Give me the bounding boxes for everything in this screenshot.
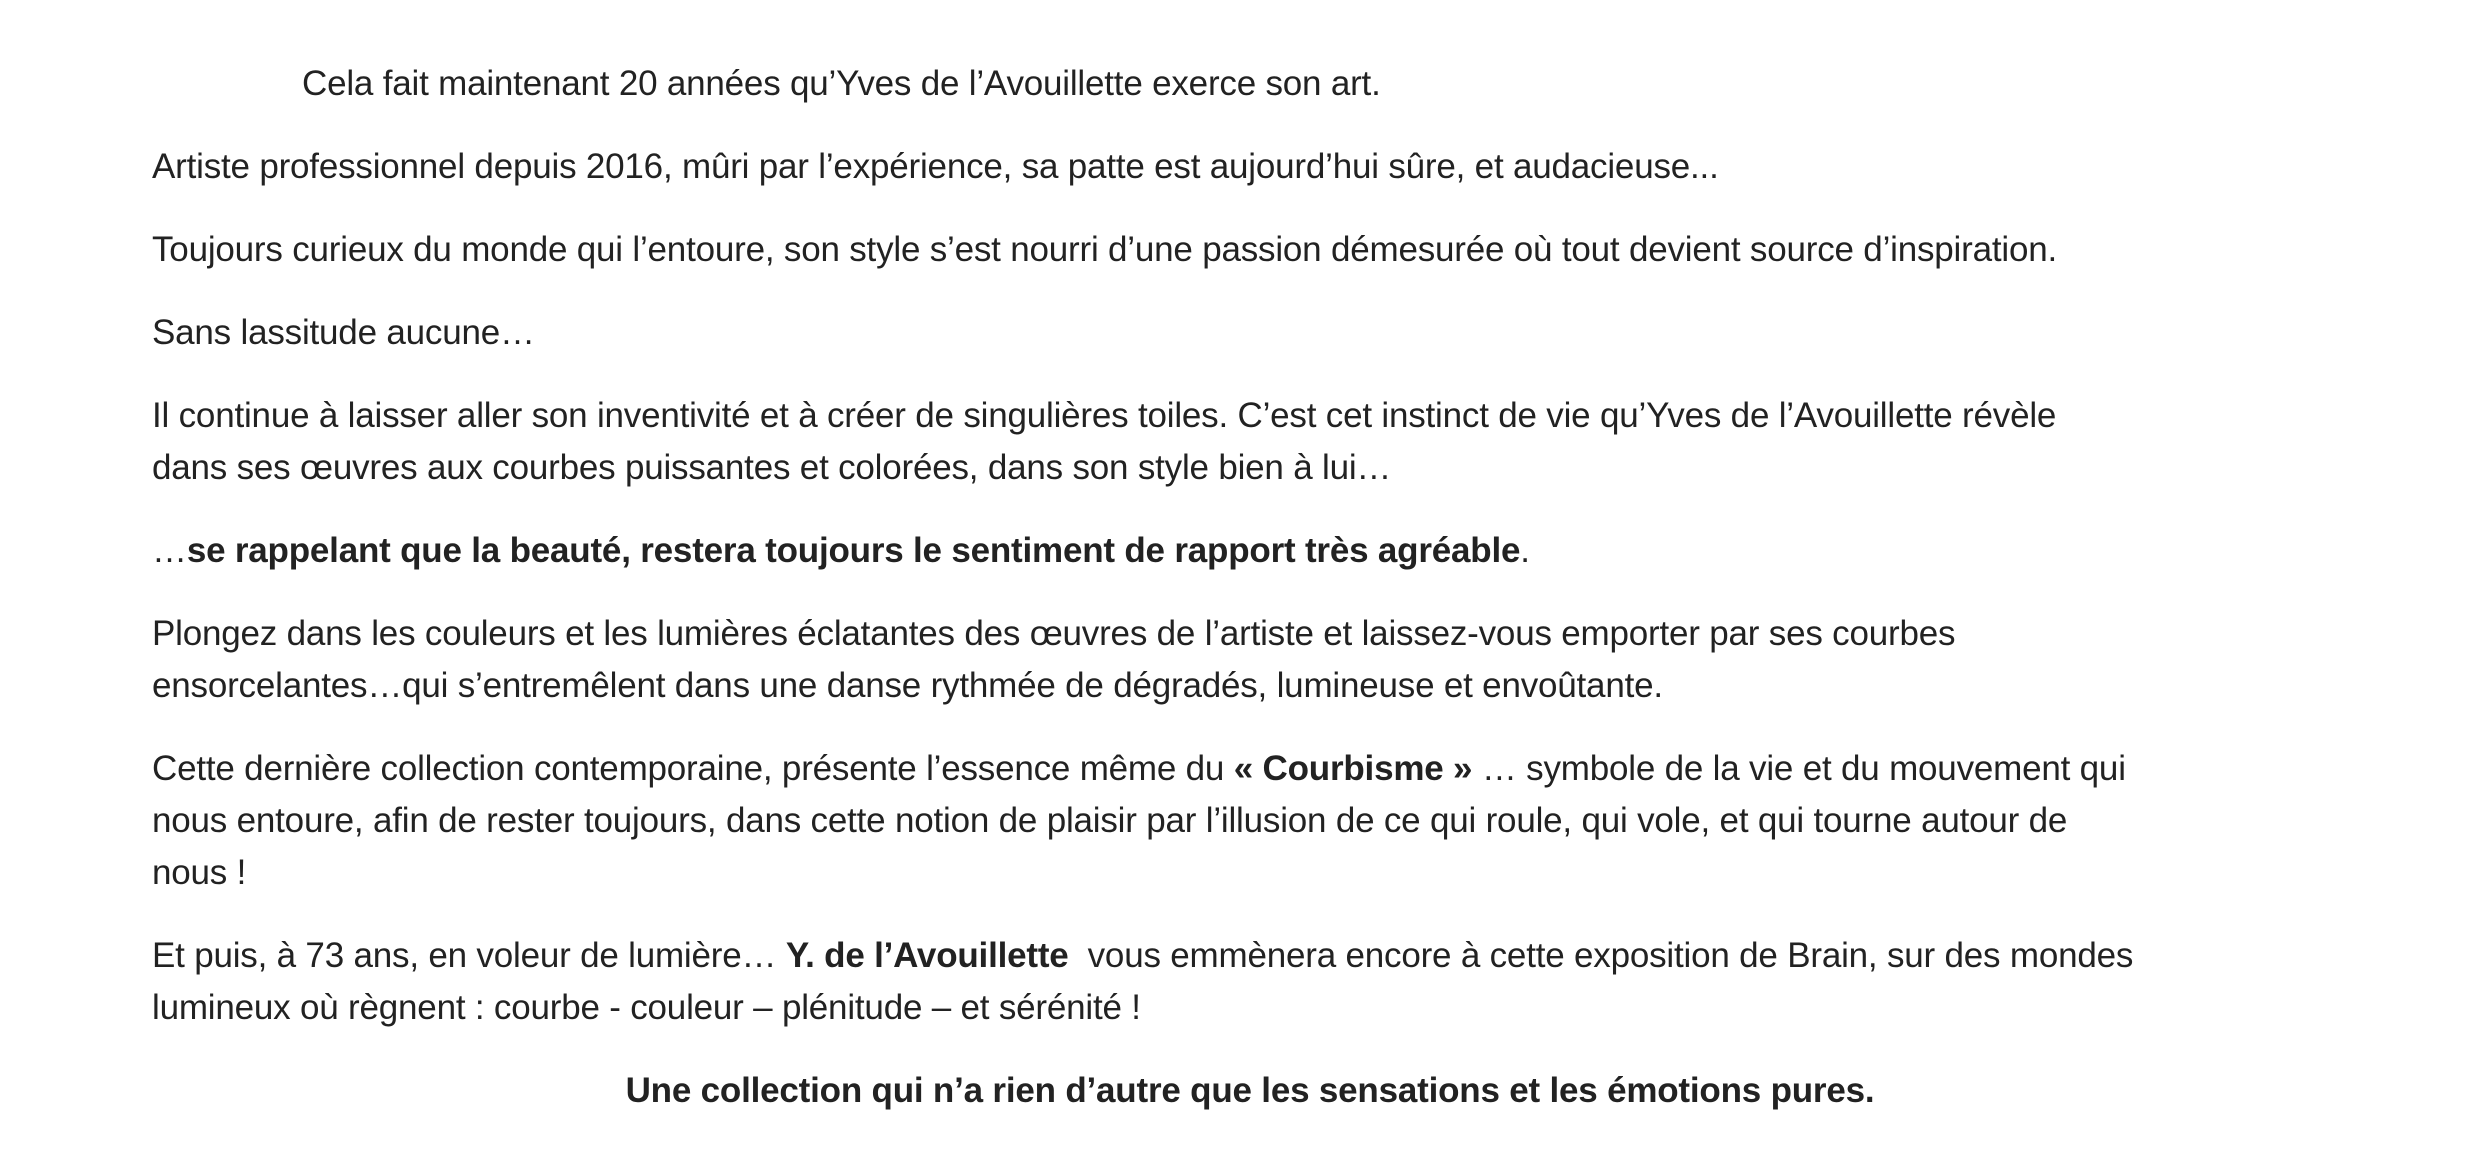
paragraph-curious: Toujours curieux du monde qui l’entoure, son style s’est nourri d’une passion démesurée où tout devient source d’inspiration. [152,230,2058,269]
beauty-bold-text: se rappelant que la beauté, restera toujours le sentiment de rapport très agréable [186,531,1521,570]
collection-text-after: … symbole de la vie et du mouvement qui [1472,749,2126,788]
paragraph-professional-artist: Artiste professionnel depuis 2016, mûri par l’expérience, sa patte est aujourd’hui sûre, et audacieuse... [152,147,1719,186]
courbisme-bold-text: « Courbisme » [1233,749,1473,788]
paragraph-collection-line-1 [152,743,2126,795]
paragraph-intro: Cela fait maintenant 20 années qu’Yves de l’Avouillette exerce son art. [302,64,1381,103]
paragraph-without-weariness: Sans lassitude aucune… [152,313,535,352]
paragraph-beauty [152,525,1530,577]
exhibition-text-after: vous emmènera encore à cette exposition de Brain, sur des mondes [1068,936,2134,975]
paragraph-inventiveness-line-2: dans ses œuvres aux courbes puissantes et colorées, dans son style bien à lui… [152,448,1392,487]
beauty-prefix: … [152,531,187,570]
paragraph-exhibition-line-1 [152,930,2133,982]
closing-statement: Une collection qui n’a rien d’autre que les sensations et les émotions pures. [625,1071,1875,1110]
paragraph-collection-line-3: nous ! [152,853,247,892]
paragraph-dive-line-2: ensorcelantes…qui s’entremêlent dans une danse rythmée de dégradés, lumineuse et envoûtante. [152,666,1663,705]
exhibition-text-before: Et puis, à 73 ans, en voleur de lumière… [152,936,786,975]
paragraph-exhibition-line-2: lumineux où règnent : courbe - couleur – plénitude – et sérénité ! [152,988,1141,1027]
paragraph-dive-line-1: Plongez dans les couleurs et les lumières éclatantes des œuvres de l’artiste et laissez-vous emporter par ses courbes [152,614,1956,653]
paragraph-inventiveness-line-1: Il continue à laisser aller son inventivité et à créer de singulières toiles. C’est cet instinct de vie qu’Yves de l’Avouillette révèle [152,396,2057,435]
artist-name-bold: Y. de l’Avouillette [785,936,1069,975]
paragraph-collection-line-2: nous entoure, afin de rester toujours, dans cette notion de plaisir par l’illusion de ce qui roule, qui vole, et qui tourne autour de [152,801,2068,840]
beauty-suffix: . [1520,531,1530,570]
collection-text-before: Cette dernière collection contemporaine, présente l’essence même du [152,749,1234,788]
